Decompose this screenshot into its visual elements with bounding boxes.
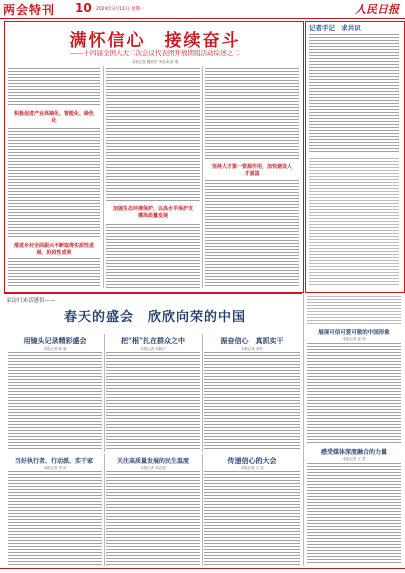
article-body xyxy=(8,471,102,565)
article-body xyxy=(307,463,401,565)
top-story-headline: 满怀信心 接续奋斗 xyxy=(69,31,241,51)
article-body xyxy=(204,471,300,565)
article-body xyxy=(204,352,300,450)
article-title: 展现可信可爱可敬的中国形象 xyxy=(318,330,390,336)
page-number: 10 xyxy=(75,1,92,15)
top-story-text-block xyxy=(205,180,299,288)
article-body xyxy=(307,343,401,443)
section-title: 两会特刊 xyxy=(3,3,56,17)
article-body xyxy=(106,352,200,450)
column-rule xyxy=(202,334,203,452)
crosshead: 加强生态环境保护，以高水平保护支撑高质量发展 xyxy=(112,206,193,219)
article-byline: 本报记者 王 哲 xyxy=(342,457,366,461)
top-story-text-block xyxy=(106,68,200,202)
article-body xyxy=(106,471,200,565)
column-rule xyxy=(202,66,203,288)
article-title: 感受媒体深度融合的力量 xyxy=(320,449,387,456)
article-byline: 本报记者 王 浩 xyxy=(240,466,264,470)
issue-date: 2024年3月11日 星期一 xyxy=(96,7,145,12)
footer-rule xyxy=(0,568,405,569)
series-kicker: 采访归来话感悟—— xyxy=(6,298,56,304)
top-story-byline: 本报记者 魏哲哲 李昌禹 张 璁 xyxy=(131,60,179,64)
article-title: 关注高质量发展的民生温度 xyxy=(116,458,189,465)
crosshead: 推进乡村全面振兴不断取得实质性进展、阶段性成果 xyxy=(14,243,95,256)
article-byline: 本报记者 崔 如 xyxy=(342,337,366,341)
column-title: 记者手记 xyxy=(309,24,335,32)
newspaper-masthead: 人民日报 xyxy=(355,3,399,16)
article-byline: 本报记者 刘晓宇 xyxy=(140,347,166,351)
article-title: 用镜头记录精彩盛会 xyxy=(23,336,87,345)
article-body xyxy=(307,296,401,324)
article-byline: 本报记者 李 轩 xyxy=(43,466,67,470)
article-body xyxy=(8,352,102,450)
commentary-column-title xyxy=(309,23,361,32)
article-title: 传递信心的大会 xyxy=(227,456,277,465)
commentary-text-block xyxy=(309,34,399,154)
crosshead: 坚持人才第一资源作用，加快建设人才强国 xyxy=(211,164,292,177)
section-divider xyxy=(4,293,302,294)
top-story-text-block xyxy=(205,68,299,160)
top-story-text-block xyxy=(106,224,200,288)
interviews-headline: 春天的盛会 欣欣向荣的中国 xyxy=(63,310,246,325)
article-title: 当好执行者、行动派、实干家 xyxy=(14,458,93,465)
article-byline: 本报记者 常钦 xyxy=(240,347,264,351)
article-title: 振奋信心 真抓实干 xyxy=(220,336,284,345)
column-subtitle: 求共识 xyxy=(341,24,361,32)
top-story-subheadline: ——十四届全国人大二次会议代表团开放团组活动综述之二 xyxy=(70,49,240,57)
column-rule xyxy=(202,454,203,566)
top-story-text-block xyxy=(8,258,100,288)
column-rule xyxy=(103,66,104,288)
column-rule xyxy=(104,454,105,566)
column-rule xyxy=(303,294,304,566)
article-byline: 本报记者 陈 斌 xyxy=(43,347,67,351)
article-title: 把“根”扎在群众之中 xyxy=(120,336,186,345)
article-byline: 本报记者 刘志强 xyxy=(140,466,166,470)
top-story-text-block xyxy=(8,128,100,238)
top-story-text-block xyxy=(8,68,100,106)
page-header xyxy=(0,0,405,19)
commentary-text-block xyxy=(309,158,399,286)
column-rule xyxy=(104,334,105,452)
crosshead: 积极促进产业高端化、智能化、绿色化 xyxy=(14,111,95,124)
